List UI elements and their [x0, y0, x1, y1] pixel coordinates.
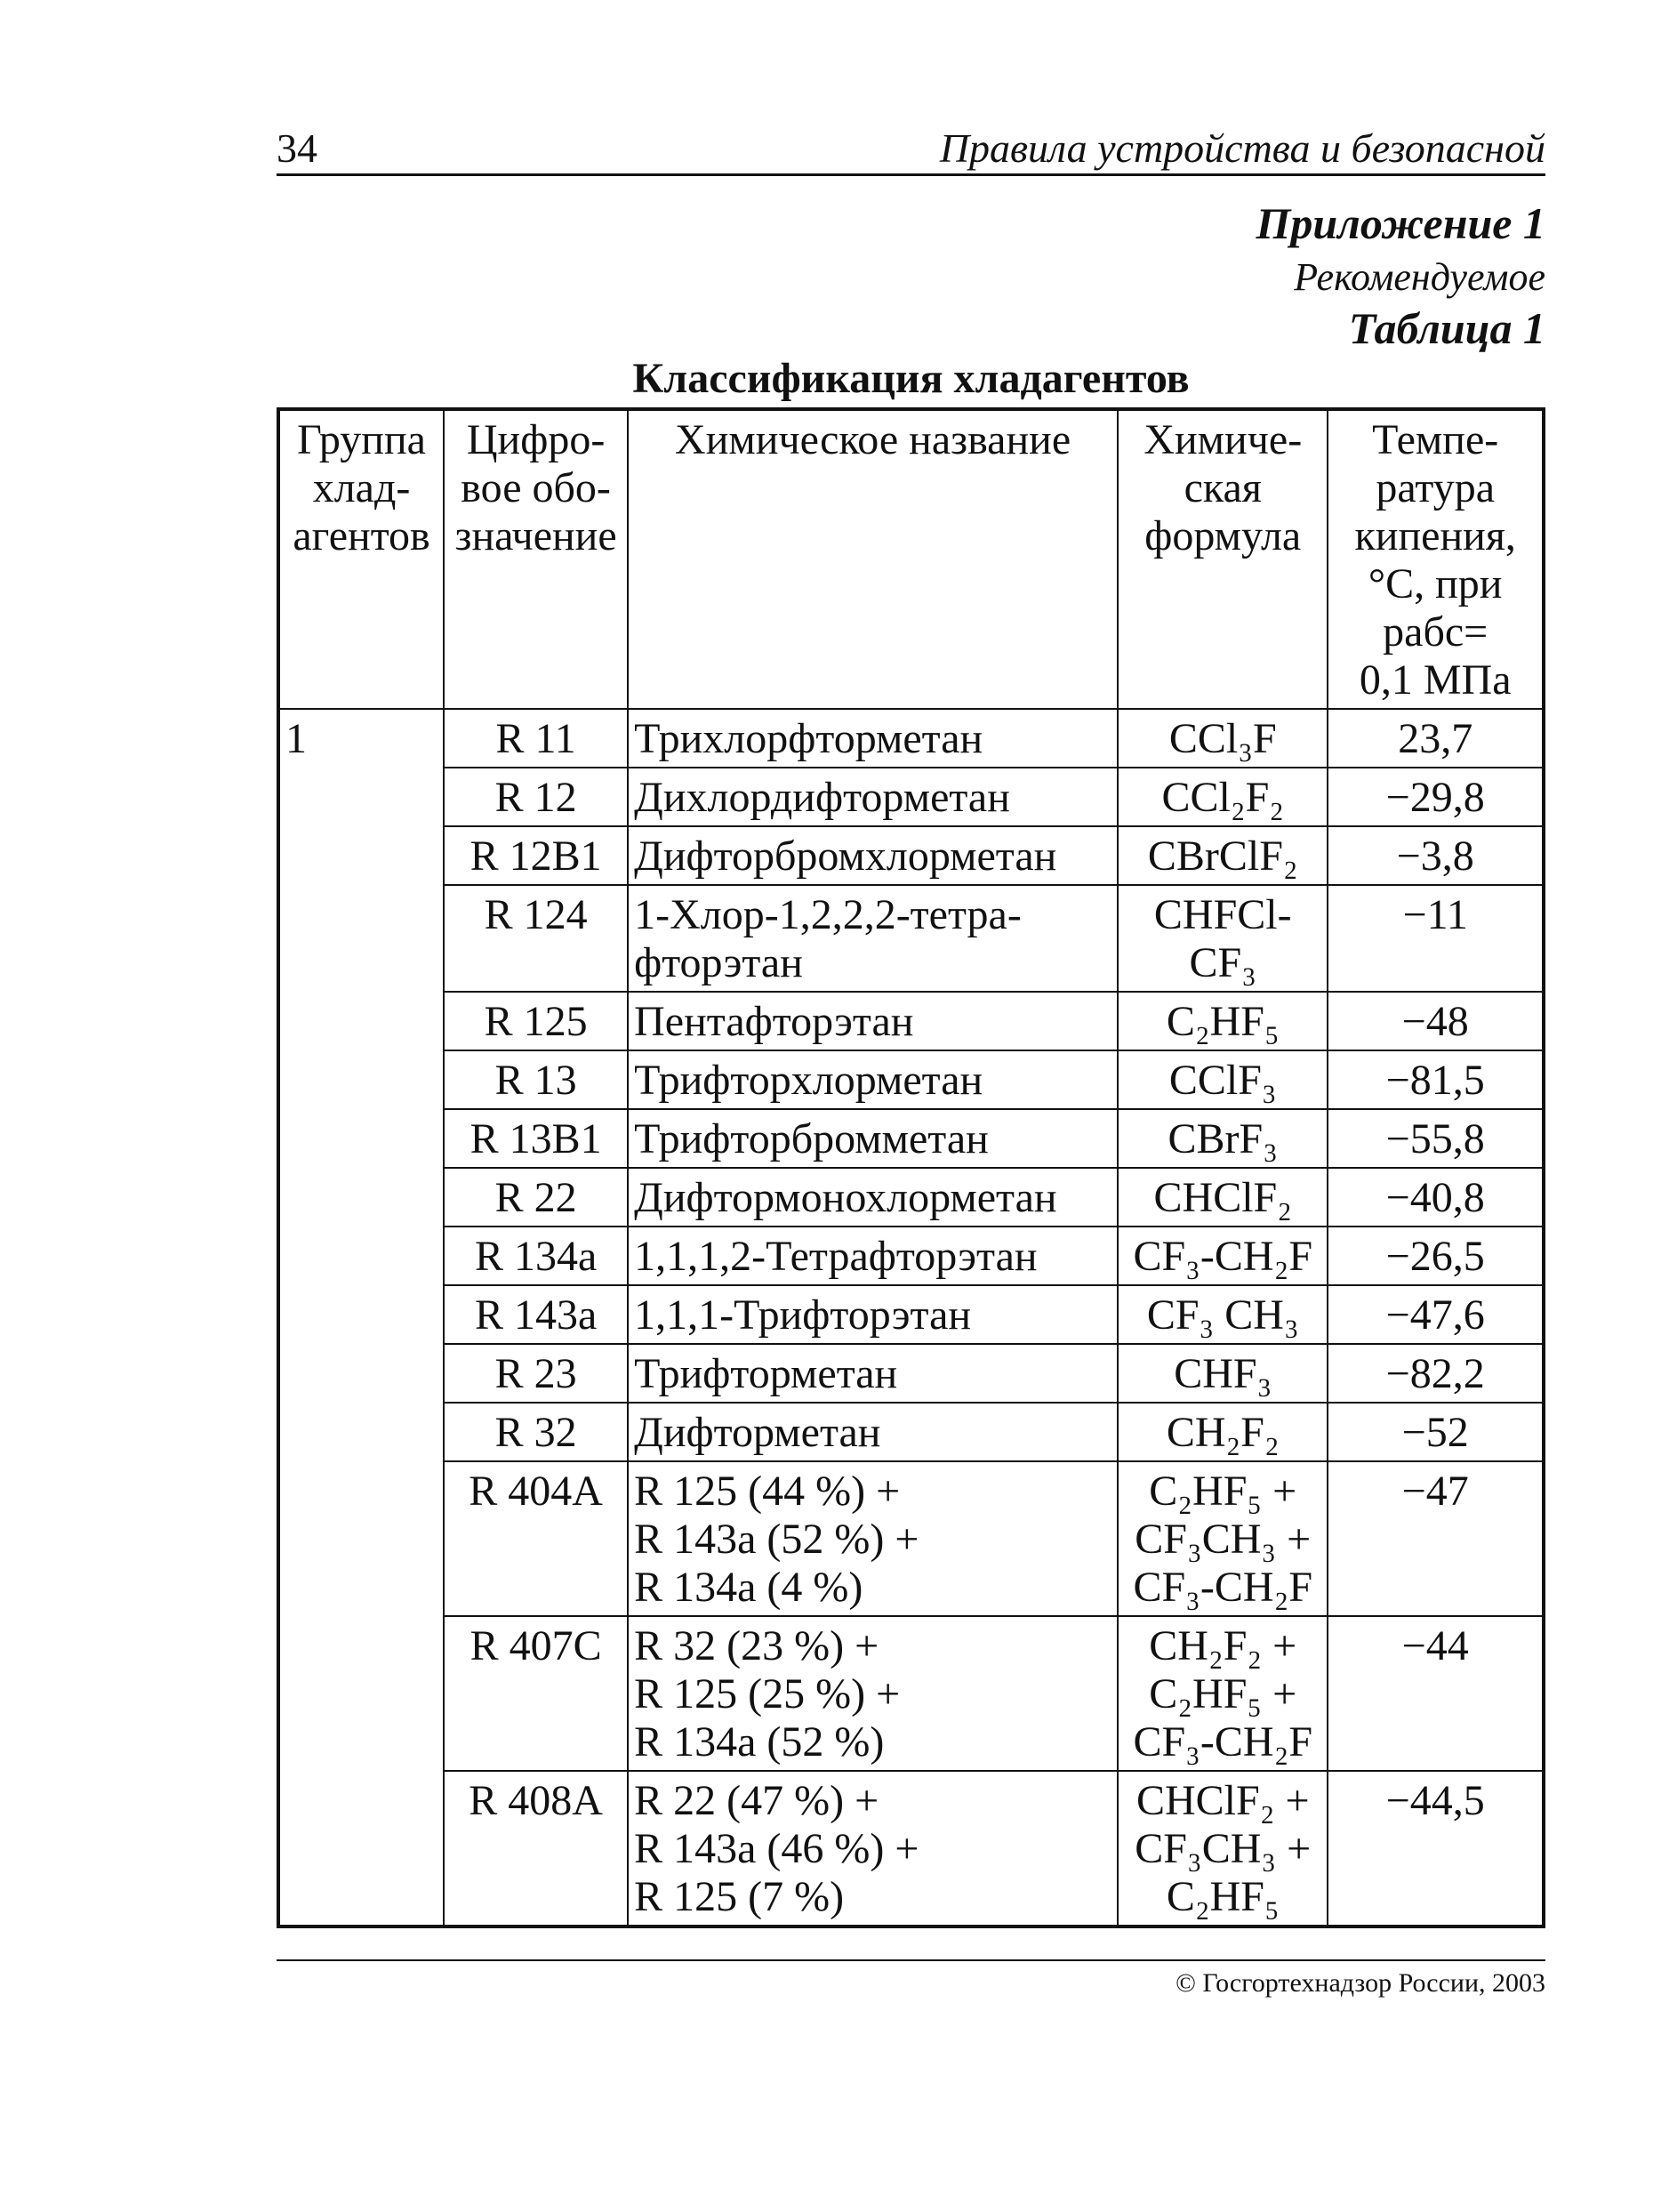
code-cell: R 407C: [444, 1616, 628, 1771]
chemical-name-cell: R 32 (23 %) + R 125 (25 %) + R 134a (52 %): [628, 1616, 1118, 1771]
formula-cell: C₂HF₅ + CF₃CH₃ + CF₃-CH₂F: [1118, 1461, 1328, 1616]
code-cell: R 13: [444, 1050, 628, 1109]
formula-cell: CHFCl- CF₃: [1118, 885, 1328, 992]
table-header-row: [278, 409, 1544, 709]
code-cell: R 134a: [444, 1227, 628, 1285]
table-number: Таблица 1: [1348, 303, 1545, 353]
refrigerant-table: [277, 407, 1545, 1928]
boiling-temp-cell: −82,2: [1328, 1344, 1544, 1403]
formula-cell: CCl₃F: [1118, 709, 1328, 768]
code-cell: R 12: [444, 768, 628, 826]
boiling-temp-cell: −40,8: [1328, 1168, 1544, 1227]
appendix-title: Приложение 1: [1256, 198, 1545, 248]
formula-cell: CH₂F₂: [1118, 1403, 1328, 1461]
boiling-temp-cell: −44: [1328, 1616, 1544, 1771]
page-number: 34: [277, 125, 317, 171]
header-code: Цифро- вое обо- значение: [444, 409, 628, 709]
table-body: [278, 709, 1544, 1926]
chemical-name-cell: Дифтормонохлорметан: [628, 1168, 1118, 1227]
code-cell: R 32: [444, 1403, 628, 1461]
table-row: [278, 1050, 1544, 1109]
copyright: © Госгортехнадзор России, 2003: [1176, 1968, 1545, 1998]
code-cell: R 13B1: [444, 1109, 628, 1168]
table-row: [278, 1771, 1544, 1926]
boiling-temp-cell: −26,5: [1328, 1227, 1544, 1285]
footer-rule: [277, 1959, 1545, 1961]
boiling-temp-cell: 23,7: [1328, 709, 1544, 768]
code-cell: R 143a: [444, 1285, 628, 1344]
formula-cell: CCl₂F₂: [1118, 768, 1328, 826]
group-cell: 1: [278, 709, 444, 1926]
formula-cell: CBrClF₂: [1118, 826, 1328, 885]
table-row: [278, 1461, 1544, 1616]
boiling-temp-cell: −47: [1328, 1461, 1544, 1616]
table-row: [278, 1109, 1544, 1168]
chemical-name-cell: 1,1,1,2-Тетрафторэтан: [628, 1227, 1118, 1285]
table-row: [278, 992, 1544, 1050]
table-row: [278, 826, 1544, 885]
formula-cell: CHClF₂: [1118, 1168, 1328, 1227]
table-row: [278, 768, 1544, 826]
formula-cell: C₂HF₅: [1118, 992, 1328, 1050]
header-chemical-name: Химическое название: [628, 409, 1118, 709]
header-rule: [277, 173, 1545, 176]
formula-cell: CHClF₂ + CF₃CH₃ + C₂HF₅: [1118, 1771, 1328, 1926]
header-formula: Химиче- ская формула: [1118, 409, 1328, 709]
chemical-name-cell: R 22 (47 %) + R 143a (46 %) + R 125 (7 %): [628, 1771, 1118, 1926]
chemical-name-cell: R 125 (44 %) + R 143a (52 %) + R 134a (4 %): [628, 1461, 1118, 1616]
header-group: Группа хлад- агентов: [278, 409, 444, 709]
code-cell: R 23: [444, 1344, 628, 1403]
table-row: [278, 1616, 1544, 1771]
code-cell: R 408A: [444, 1771, 628, 1926]
boiling-temp-cell: −11: [1328, 885, 1544, 992]
table-row: [278, 885, 1544, 992]
code-cell: R 124: [444, 885, 628, 992]
boiling-temp-cell: −44,5: [1328, 1771, 1544, 1926]
boiling-temp-cell: −55,8: [1328, 1109, 1544, 1168]
boiling-temp-cell: −48: [1328, 992, 1544, 1050]
table-title: Классификация хладагентов: [632, 355, 1190, 402]
chemical-name-cell: Трихлорфторметан: [628, 709, 1118, 768]
running-title: Правила устройства и безопасной: [939, 125, 1545, 171]
chemical-name-cell: Дихлордифторметан: [628, 768, 1118, 826]
table-row: [278, 1285, 1544, 1344]
chemical-name-cell: Трифторметан: [628, 1344, 1118, 1403]
boiling-temp-cell: −47,6: [1328, 1285, 1544, 1344]
header-boiling-temp: Темпе- ратура кипения, °С, при рабс= 0,1 МПа: [1328, 409, 1544, 709]
chemical-name-cell: Пентафторэтан: [628, 992, 1118, 1050]
appendix-status: Рекомендуемое: [1294, 255, 1545, 299]
table-row: [278, 1227, 1544, 1285]
table-row: [278, 1344, 1544, 1403]
boiling-temp-cell: −81,5: [1328, 1050, 1544, 1109]
boiling-temp-cell: −29,8: [1328, 768, 1544, 826]
chemical-name-cell: 1,1,1-Трифторэтан: [628, 1285, 1118, 1344]
formula-cell: CH₂F₂ + C₂HF₅ + CF₃-CH₂F: [1118, 1616, 1328, 1771]
code-cell: R 11: [444, 709, 628, 768]
code-cell: R 404A: [444, 1461, 628, 1616]
code-cell: R 125: [444, 992, 628, 1050]
chemical-name-cell: Дифторбромхлорметан: [628, 826, 1118, 885]
code-cell: R 12B1: [444, 826, 628, 885]
formula-cell: CBrF₃: [1118, 1109, 1328, 1168]
chemical-name-cell: Дифторметан: [628, 1403, 1118, 1461]
boiling-temp-cell: −52: [1328, 1403, 1544, 1461]
table-row: [278, 1168, 1544, 1227]
chemical-name-cell: Трифторхлорметан: [628, 1050, 1118, 1109]
formula-cell: CClF₃: [1118, 1050, 1328, 1109]
chemical-name-cell: Трифторбромметан: [628, 1109, 1118, 1168]
formula-cell: CHF₃: [1118, 1344, 1328, 1403]
boiling-temp-cell: −3,8: [1328, 826, 1544, 885]
chemical-name-cell: 1-Хлор-1,2,2,2-тетра- фторэтан: [628, 885, 1118, 992]
code-cell: R 22: [444, 1168, 628, 1227]
table-row: [278, 709, 1544, 768]
table-row: [278, 1403, 1544, 1461]
formula-cell: CF₃ CH₃: [1118, 1285, 1328, 1344]
formula-cell: CF₃-CH₂F: [1118, 1227, 1328, 1285]
